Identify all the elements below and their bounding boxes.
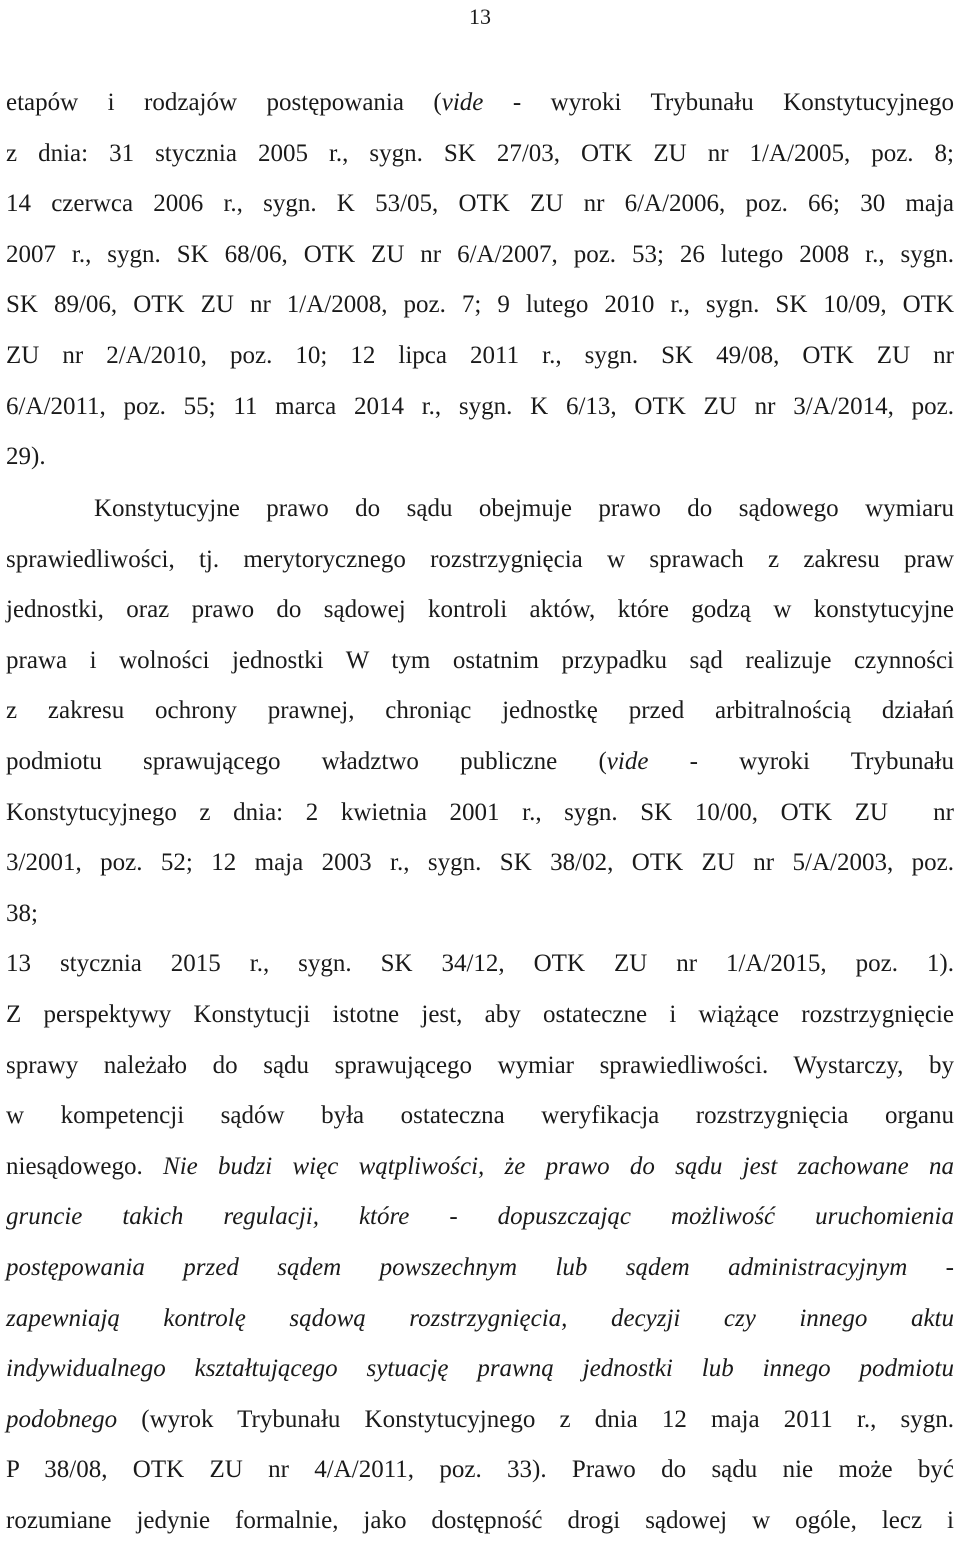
text-line: gruncie takich regulacji, które - dopuszczając możliwość uruchomienia	[6, 1203, 954, 1231]
text-line: 13 stycznia 2015 r., sygn. SK 34/12, OTK ZU nr 1/A/2015, poz. 1).	[6, 950, 954, 978]
text-line: rozumiane jedynie formalnie, jako dostępność drogi sądowej w ogóle, lecz i	[6, 1506, 954, 1534]
text-line: prawa i wolności jednostki W tym ostatnim przypadku sąd realizuje czynności	[6, 646, 954, 674]
text-line: 6/A/2011, poz. 55; 11 marca 2014 r., sygn. K 6/13, OTK ZU nr 3/A/2014, poz.	[6, 392, 954, 420]
text-line: 29).	[6, 443, 46, 471]
text-line: niesądowego. Nie budzi więc wątpliwości, że prawo do sądu jest zachowane na	[6, 1152, 954, 1180]
text-line: 38;	[6, 899, 38, 927]
text-line: ZU nr 2/A/2010, poz. 10; 12 lipca 2011 r., sygn. SK 49/08, OTK ZU nr	[6, 341, 954, 369]
text-line: postępowania przed sądem powszechnym lub sądem administracyjnym -	[6, 1253, 954, 1281]
text-line: jednostki, oraz prawo do sądowej kontroli aktów, które godzą w konstytucyjne	[6, 596, 954, 624]
paragraph-citations	[6, 78, 954, 483]
text-line: z zakresu ochrony prawnej, chroniąc jednostkę przed arbitralnością działań	[6, 697, 954, 725]
text-line: sprawiedliwości, tj. merytorycznego rozstrzygnięcia w sprawach z zakresu praw	[6, 545, 954, 573]
text-line: Z perspektywy Konstytucji istotne jest, aby ostateczne i wiążące rozstrzygnięcie	[6, 1000, 954, 1028]
text-line: Konstytucyjne prawo do sądu obejmuje prawo do sądowego wymiaru	[94, 495, 954, 522]
text-line: z dnia: 31 stycznia 2005 r., sygn. SK 27/03, OTK ZU nr 1/A/2005, poz. 8;	[6, 139, 954, 167]
text-line: 14 czerwca 2006 r., sygn. K 53/05, OTK ZU nr 6/A/2006, poz. 66; 30 maja	[6, 190, 954, 218]
text-line: sprawy należało do sądu sprawującego wymiar sprawiedliwości. Wystarczy, by	[6, 1051, 954, 1079]
paragraph-right-to-court	[6, 484, 954, 1546]
text-line: w kompetencji sądów była ostateczna weryfikacja rozstrzygnięcia organu	[6, 1102, 954, 1130]
text-line: indywidualnego kształtującego sytuację prawną jednostki lub innego podmiotu	[6, 1355, 954, 1383]
text-line: zapewniają kontrolę sądową rozstrzygnięcia, decyzji czy innego aktu	[6, 1304, 954, 1332]
text-line: Konstytucyjnego z dnia: 2 kwietnia 2001 r., sygn. SK 10/00, OTK ZU nr	[6, 798, 954, 826]
text-line: 2007 r., sygn. SK 68/06, OTK ZU nr 6/A/2007, poz. 53; 26 lutego 2008 r., sygn.	[6, 240, 954, 268]
text-line: etapów i rodzajów postępowania (vide - wyroki Trybunału Konstytucyjnego	[6, 89, 954, 116]
text-line: SK 89/06, OTK ZU nr 1/A/2008, poz. 7; 9 lutego 2010 r., sygn. SK 10/09, OTK	[6, 291, 954, 319]
page-number: 13	[469, 4, 491, 29]
text-line: podobnego (wyrok Trybunału Konstytucyjnego z dnia 12 maja 2011 r., sygn.	[6, 1405, 954, 1433]
text-line: 3/2001, poz. 52; 12 maja 2003 r., sygn. SK 38/02, OTK ZU nr 5/A/2003, poz.	[6, 849, 954, 877]
text-line: P 38/08, OTK ZU nr 4/A/2011, poz. 33). Prawo do sądu nie może być	[6, 1456, 954, 1484]
text-line: podmiotu sprawującego władztwo publiczne (vide - wyroki Trybunału	[6, 747, 954, 775]
